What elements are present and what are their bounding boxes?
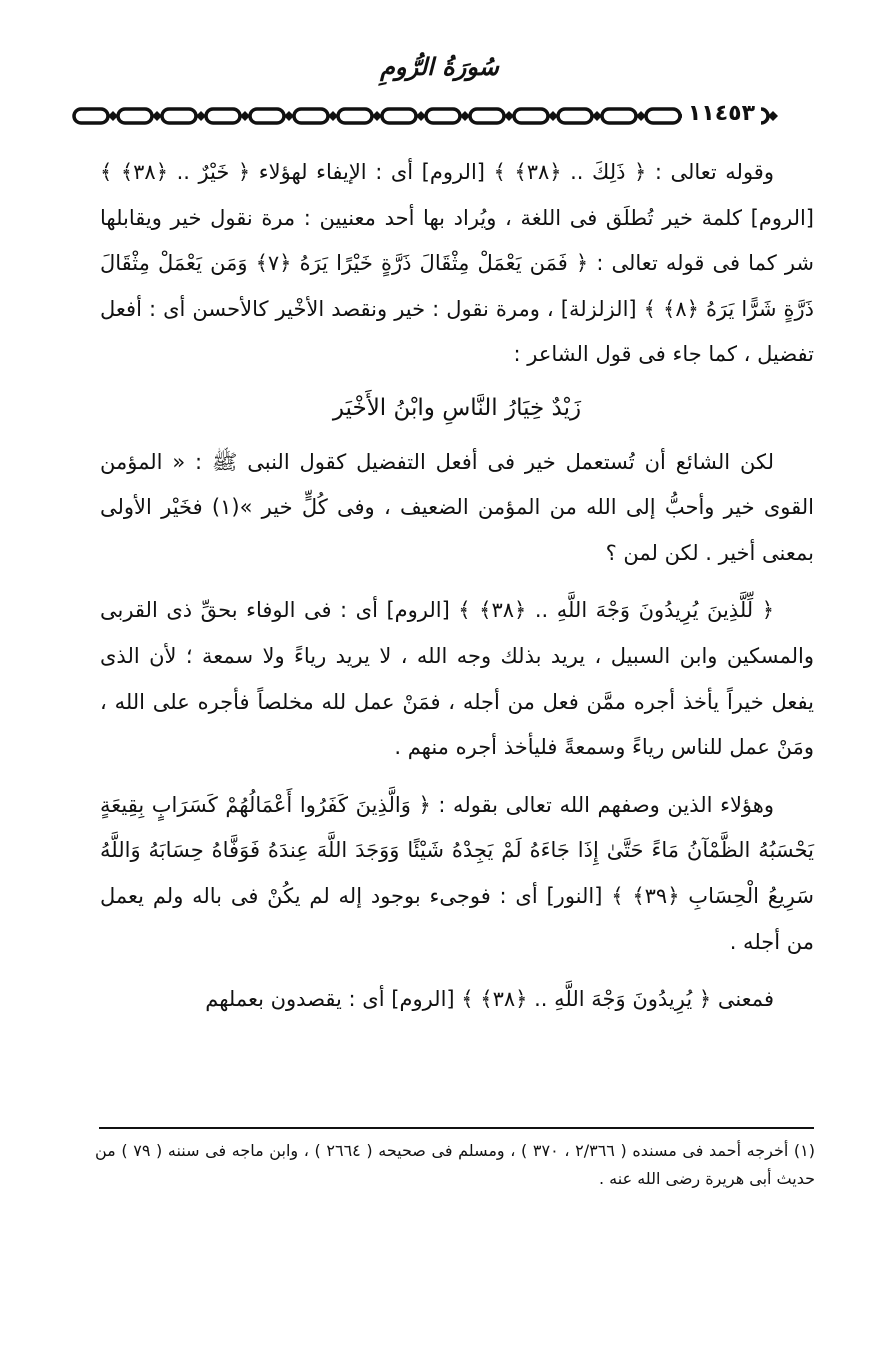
page-number: ١١٤٥٣ <box>682 101 761 127</box>
paragraph-hadith: لكن الشائع أن تُستعمل خير فى أفعل التفضيل كقول النبى ﷺ : « المؤمن القوى خير وأحبُّ إلى الله من المؤمن الضعيف ، وفى كُلٍّ خير »(١) فخَيْر الأولى بمعنى أخير . لكن لمن ؟ <box>100 449 814 565</box>
footnote-divider <box>99 1127 814 1129</box>
chain-link <box>602 109 636 123</box>
chain-link <box>514 109 548 123</box>
chain-link <box>646 109 680 123</box>
chain-link <box>74 109 108 123</box>
chain-link <box>558 109 592 123</box>
chain-link <box>118 109 152 123</box>
chain-diamond <box>768 111 778 121</box>
chain-link <box>162 109 196 123</box>
poetry-verse: زَيْدٌ خِيَارُ النَّاسِ وابْنُ الأَخْيَر <box>332 394 582 421</box>
footnote <box>95 1137 815 1193</box>
chain-link <box>470 109 504 123</box>
chain-link <box>426 109 460 123</box>
chain-link <box>250 109 284 123</box>
chain-link <box>338 109 372 123</box>
paragraph-kafaru: وهؤلاء الذين وصفهم الله تعالى بقوله : ﴿ وَالَّذِينَ كَفَرُوا أَعْمَالُهُمْ كَسَرَابٍ بِقِيعَةٍ يَحْسَبُهُ الظَّمْآنُ مَاءً حَتَّىٰ إِذَا جَاءَهُ لَمْ يَجِدْهُ شَيْئًا وَوَجَدَ اللَّهَ عِندَهُ فَوَفَّاهُ حِسَابَهُ وَاللَّهُ سَرِيعُ الْحِسَابِ ﴿٣٩﴾ ﴾ [النور] أى : فوجىء بوجود إله لم يكُنْ فى باله ولم يعمل من أجله . <box>100 792 814 954</box>
surah-title: سُورَةُ الرُّومِ <box>380 52 499 81</box>
chain-link <box>206 109 240 123</box>
paragraph-khayr-meaning: وقوله تعالى : ﴿ ذَلِكَ .. ﴿٣٨﴾ ﴾ [الروم] أى : الإيفاء لهؤلاء ﴿ خَيْرٌ .. ﴿٣٨﴾ ﴾ [الروم] كلمة خير تُطلَق فى اللغة ، ويُراد بها أحد معنيين : مرة نقول خير ويقابلها شر كما فى قوله تعالى : ﴿ فَمَن يَعْمَلْ مِثْقَالَ ذَرَّةٍ خَيْرًا يَرَهُ ﴿٧﴾ وَمَن يَعْمَلْ مِثْقَالَ ذَرَّةٍ شَرًّا يَرَهُ ﴿٨﴾ ﴾ [الزلزلة] ، ومرة نقول : خير ونقصد الأخْير كالأحسن أى : أفعل تفضيل ، كما جاء فى قول الشاعر : <box>100 160 815 367</box>
paragraph-yuriduna: فمعنى ﴿ يُرِيدُونَ وَجْهَ اللَّهِ .. ﴿٣٨﴾ ﴾ [الروم] أى : يقصدون بعملهم <box>205 987 774 1012</box>
paragraph-wajh-allah: ﴿ لِّلَّذِينَ يُرِيدُونَ وَجْهَ اللَّهِ .. ﴿٣٨﴾ ﴾ [الروم] أى : فى الوفاء بحقِّ ذى القربى والمسكين وابن السبيل ، يريد بذلك وجه الله ، لا يريد رياءً ولا سمعة ؛ لأن الذى يفعل خيراً يأخذ أجره ممَّن فعل من أجله ، فمَنْ عمل لله مخلصاً فأجره على الله ، ومَنْ عمل للناس رياءً وسمعةً فليأخذ أجره منهم . <box>100 598 814 760</box>
chain-link <box>382 109 416 123</box>
footnote-text: (١) أخرجه أحمد فى مسنده ( ٢/٣٦٦ ، ٣٧٠ ) ، ومسلم فى صحيحه ( ٢٦٦٤ ) ، وابن ماجه فى سننه ( ٧٩ ) من حديث أبى هريرة رضى الله عنه . <box>95 1141 815 1188</box>
chain-link <box>294 109 328 123</box>
commentary-body <box>100 150 814 1023</box>
